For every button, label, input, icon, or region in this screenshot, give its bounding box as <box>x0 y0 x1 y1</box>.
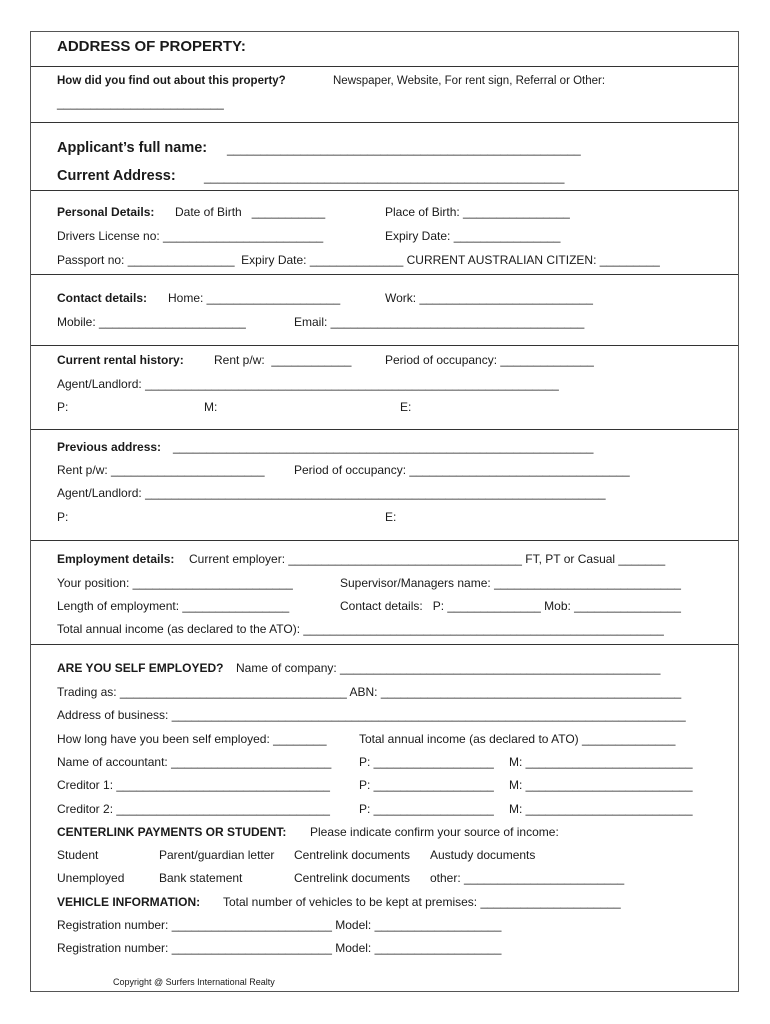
previous-agent-field[interactable]: Agent/Landlord: _____________________________________________________________________ <box>57 486 606 500</box>
option-centrelink-docs-2[interactable]: Centrelink documents <box>294 871 411 885</box>
annual-income-field[interactable]: Total annual income (as declared to the ATO): ______________________________________________________ <box>57 622 664 636</box>
previous-address-field[interactable]: _______________________________________________________________ <box>173 440 594 454</box>
registration-1-field[interactable]: Registration number: ________________________ Model: ___________________ <box>57 918 502 932</box>
trading-abn-field[interactable]: Trading as: __________________________________ ABN: _____________________________________________ <box>57 685 682 699</box>
employment-heading: Employment details: <box>57 552 175 566</box>
supervisor-field[interactable]: Supervisor/Managers name: ____________________________ <box>340 576 681 590</box>
applicant-name-field[interactable]: _____________________________________________________ <box>227 142 581 156</box>
email-field[interactable]: Email: ______________________________________ <box>294 315 585 329</box>
accountant-mobile-field[interactable]: M: _________________________ <box>509 755 693 769</box>
section-divider <box>31 66 738 67</box>
option-parent-letter[interactable]: Parent/guardian letter <box>159 848 275 862</box>
section-divider <box>31 190 738 191</box>
section-divider <box>31 644 738 645</box>
section-divider <box>31 429 738 430</box>
previous-phone-label: P: <box>57 510 69 524</box>
current-address-field[interactable]: ______________________________________________________ <box>204 170 565 184</box>
mobile-field[interactable]: Mobile: ______________________ <box>57 315 246 329</box>
rental-email-label: E: <box>400 400 412 414</box>
contact-details-heading: Contact details: <box>57 291 148 305</box>
find-property-label: How did you find out about this property? <box>57 75 286 87</box>
rental-history-heading: Current rental history: <box>57 353 184 367</box>
company-name-field[interactable]: Name of company: ________________________________________________ <box>236 661 661 675</box>
other-income-field[interactable]: other: ________________________ <box>430 871 625 885</box>
income-source-instruction: Please indicate confirm your source of income: <box>310 825 559 839</box>
personal-details-heading: Personal Details: <box>57 205 155 219</box>
section-divider <box>31 122 738 123</box>
drivers-license-field[interactable]: Drivers License no: ________________________ <box>57 229 324 243</box>
license-expiry-field[interactable]: Expiry Date: ________________ <box>385 229 561 243</box>
previous-occupancy-field[interactable]: Period of occupancy: _________________________________ <box>294 463 630 477</box>
home-phone-field[interactable]: Home: ____________________ <box>168 291 341 305</box>
option-unemployed[interactable]: Unemployed <box>57 871 125 885</box>
vehicle-heading: VEHICLE INFORMATION: <box>57 895 201 909</box>
option-austudy-docs[interactable]: Austudy documents <box>430 848 536 862</box>
creditor-2-mobile-field[interactable]: M: _________________________ <box>509 802 693 816</box>
occupancy-period-field[interactable]: Period of occupancy: ______________ <box>385 353 594 367</box>
self-employed-duration-field[interactable]: How long have you been self employed: ________ <box>57 732 327 746</box>
registration-2-field[interactable]: Registration number: ________________________ Model: ___________________ <box>57 941 502 955</box>
creditor-2-phone-field[interactable]: P: __________________ <box>359 802 494 816</box>
accountant-phone-field[interactable]: P: __________________ <box>359 755 494 769</box>
find-property-field[interactable]: _________________________ <box>57 96 224 110</box>
option-centrelink-docs[interactable]: Centrelink documents <box>294 848 411 862</box>
previous-rent-field[interactable]: Rent p/w: _______________________ <box>57 463 265 477</box>
self-employed-heading: ARE YOU SELF EMPLOYED? <box>57 661 224 675</box>
creditor-1-mobile-field[interactable]: M: _________________________ <box>509 778 693 792</box>
creditor-1-field[interactable]: Creditor 1: ________________________________ <box>57 778 330 792</box>
position-field[interactable]: Your position: ________________________ <box>57 576 293 590</box>
option-student[interactable]: Student <box>57 848 99 862</box>
applicant-name-label: Applicant’s full name: <box>57 140 208 156</box>
business-address-field[interactable]: Address of business: _____________________________________________________________________________ <box>57 708 686 722</box>
employment-length-field[interactable]: Length of employment: ________________ <box>57 599 290 613</box>
section-divider <box>31 274 738 275</box>
employment-contact-field[interactable]: Contact details: P: ______________ Mob: ________________ <box>340 599 681 613</box>
previous-email-label: E: <box>385 510 397 524</box>
find-property-options: Newspaper, Website, For rent sign, Referral or Other: <box>333 75 606 87</box>
section-divider <box>31 345 738 346</box>
copyright-text: Copyright @ Surfers International Realty <box>113 977 275 987</box>
date-of-birth-field[interactable]: Date of Birth ___________ <box>175 205 326 219</box>
accountant-field[interactable]: Name of accountant: ________________________ <box>57 755 332 769</box>
work-phone-field[interactable]: Work: __________________________ <box>385 291 593 305</box>
previous-address-heading: Previous address: <box>57 440 162 454</box>
rental-phone-label: P: <box>57 400 69 414</box>
current-address-label: Current Address: <box>57 168 176 184</box>
centrelink-heading: CENTERLINK PAYMENTS OR STUDENT: <box>57 825 287 839</box>
current-employer-field[interactable]: Current employer: ___________________________________ FT, PT or Casual _______ <box>189 552 666 566</box>
vehicle-count-field[interactable]: Total number of vehicles to be kept at premises: _____________________ <box>223 895 621 909</box>
creditor-2-field[interactable]: Creditor 2: ________________________________ <box>57 802 330 816</box>
section-divider <box>31 540 738 541</box>
option-bank-statement[interactable]: Bank statement <box>159 871 243 885</box>
place-of-birth-field[interactable]: Place of Birth: ________________ <box>385 205 570 219</box>
rental-mobile-label: M: <box>204 400 218 414</box>
agent-landlord-field[interactable]: Agent/Landlord: ______________________________________________________________ <box>57 377 559 391</box>
self-employed-income-field[interactable]: Total annual income (as declared to ATO) ______________ <box>359 732 676 746</box>
property-address-title: ADDRESS OF PROPERTY: <box>57 38 246 55</box>
rent-field[interactable]: Rent p/w: ____________ <box>214 353 352 367</box>
creditor-1-phone-field[interactable]: P: __________________ <box>359 778 494 792</box>
passport-field[interactable]: Passport no: ________________ Expiry Date: ______________ CURRENT AUSTRALIAN CITIZEN: _________ <box>57 253 660 267</box>
